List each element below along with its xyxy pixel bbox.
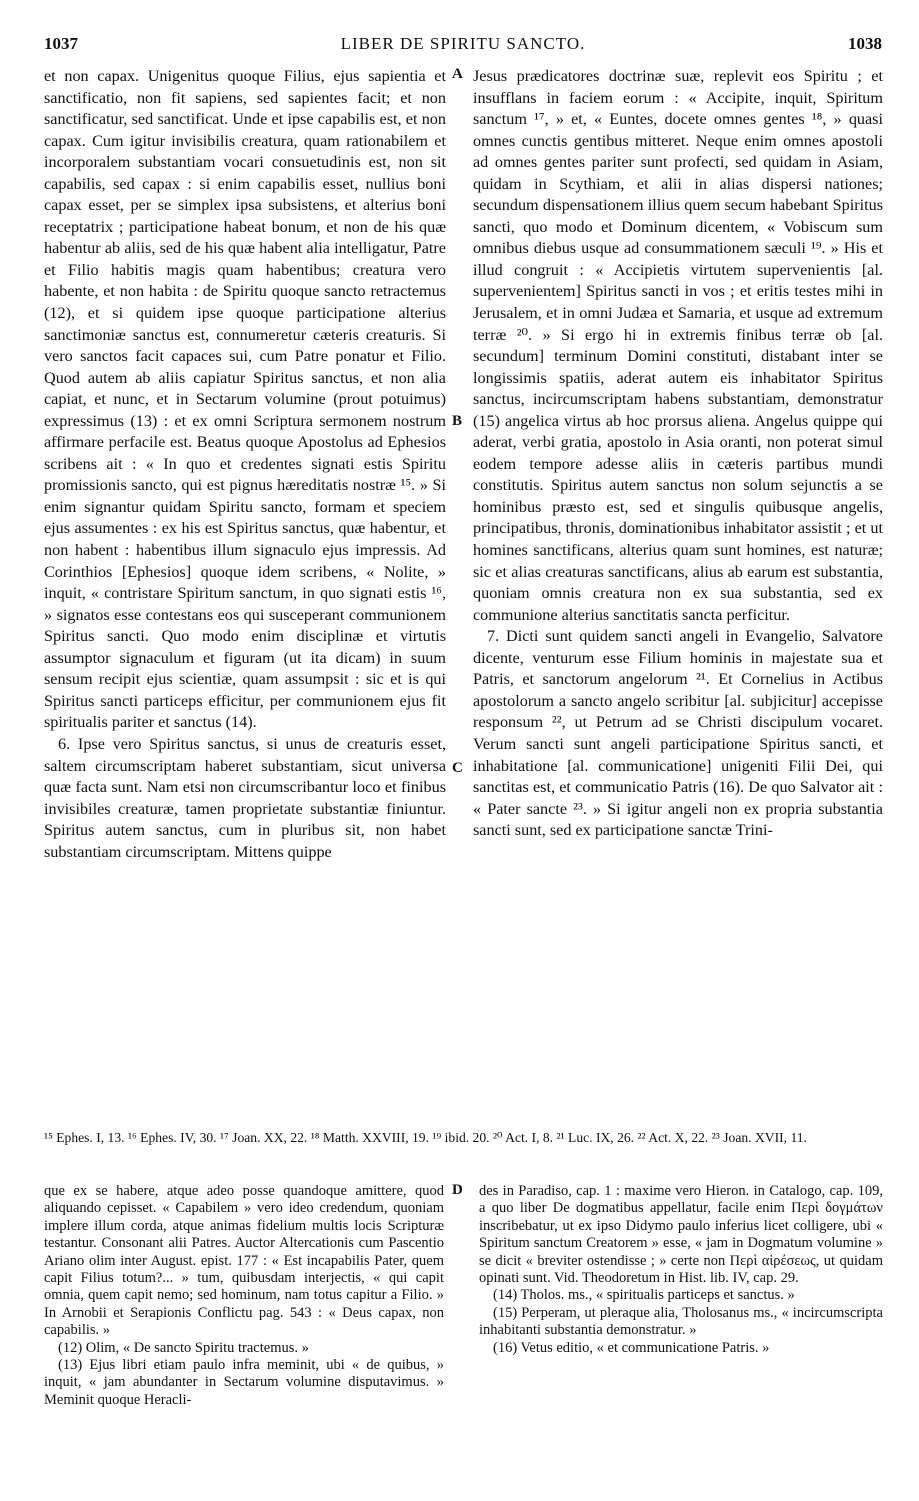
note-13: (13) Ejus libri etiam paulo infra meminit, ubi « de quibus, » inquit, « jam abundanter in Sectarum volumine disputavimus. » Meminit quoque Heracli-: [44, 1357, 444, 1408]
page-number-right: 1038: [848, 34, 882, 53]
page-number-left: 1037: [44, 34, 78, 53]
running-title: LIBER DE SPIRITU SANCTO.: [340, 34, 586, 53]
margin-mark-c: C: [452, 760, 463, 776]
right-paragraph-2: 7. Dicti sunt quidem sancti angeli in Evangelio, Salvatore dicente, venturum esse Filium hominis in majestate sua et Patris, et sanctorum angelorum ²¹. Et Cornelius in Actibus apostolorum a sancto angelo scribitur [al. subjicitur] accepisse responsum ²², ut Petrum ad se Christi discipulum vocaret. Verum sancti sunt angeli participatione Spiritus sancti, et inhabitatione [al. communicatione] unigeniti Filii Dei, qui sanctitas est, et communicatio Patris (16). De quo Salvator ait : « Pater sancte ²³. » Si igitur angeli non ex propria substantia sancti sunt, sed ex participatione sanctæ Trini-: [473, 627, 883, 840]
running-header: [44, 34, 882, 56]
note-16: (16) Vetus editio, « et communicatione Patris. »: [493, 1339, 770, 1356]
left-column: [44, 66, 446, 863]
left-paragraph-1: et non capax. Unigenitus quoque Filius, ejus sapientia et sanctificatio, non fit sapiens, sed sapientes facit; et non sanctificatur, sed sanctificat. Unde et ipse capabilis est, et non capax. Cum igitur invisibilis creatura, quam rationabilem et incorporalem substantiam vocari consuetudinis est, non sit capabilis, sed capax : si enim capabilis esset, nullius boni capax esset, per se simplex ipsa subsistens, et alterius boni receptatrix ; participatione habeat bonum, et non de his quæ habentur ab aliis, sed de his quæ habent alia intelligatur, Patre et Filio habitis magis quam habentibus; creatura vero habente, et non habita : de Spiritu quoque sancto retractemus (12), et si quidem ipse quoque participatione alterius sanctimoniæ sanctus est, connumeretur cæteris creaturis. Si vero sanctos facit capaces sui, cum Patre ponatur et Filio. Quod autem ab aliis capiatur Spiritus sanctus, et non alia capiat, et nunc, et in Sectarum volumine (prout potuimus) expressimus (13) : et ex omni Scriptura sermonem nostrum affirmare perfacile est. Beatus quoque Apostolus ad Ephesios scribens ait : « In quo et credentes signati estis Spiritu promissionis sancto, qui est pignus hæreditatis nostræ ¹⁵. » Si enim signantur quidam Spiritu sancto, formam et speciem ejus assumentes : ex his est Spiritus sanctus, quæ habentur, et non habent : habentibus illum signaculo ejus impressis. Ad Corinthios [Ephesios] quoque idem scribens, « Nolite, » inquit, « contristare Spiritum sanctum, in quo signati estis ¹⁶, » signatos esse contestans eos qui susceperant communionem Spiritus sancti. Quo modo enim disciplinæ et virtutis assumptor signaculum et figuram (ut ita dicam) in suum sensum recipit ejus scientiæ, quam assumpsit : sic et is qui Spiritus sancti particeps efficitur, per communionem ejus fit spiritualis pariter et sanctus (14).: [44, 67, 446, 732]
right-paragraph-1: Jesus prædicatores doctrinæ suæ, replevit eos Spiritu ; et insufflans in faciem eorum : « Accipite, inquit, Spiritum sanctum ¹⁷, » et, « Euntes, docete omnes gentes ¹⁸, » quasi omnes cunctis gentibus mitteret. Neque enim omnes apostoli ad omnes gentes pariter sunt profecti, sed quidam in Asiam, quidam in Scythiam, et alii in alias dispersi nationes; secundum dispensationem illius quem secum habebant Spiritus sancti, quo modo et Dominum dicentem, « Vobiscum sum omnibus diebus usque ad consummationem sæculi ¹⁹. » His et illud congruit : « Accipietis virtutem supervenientis [al. supervenientem] Spiritus sancti in vos ; et eritis testes mihi in Jerusalem, et in omni Judæa et Samaria, et usque ad extremum terræ ²⁰. » Si ergo hi in extremis finibus terræ ob [al. secundum] terminum Domini constituti, distabant inter se longissimis spatiis, aderat autem eis inhabitator Spiritus sanctus, incircumscriptam habens substantiam, demonstratur (15) angelica virtus ab hoc prorsus aliena. Angelus quippe qui aderat, verbi gratia, apostolo in Asia oranti, non poterat simul eodem tempore adesse aliis in cæteris partibus mundi constitutis. Spiritus autem sanctus non solum sejunctis a se hominibus præsto est, sed et singulis quibusque angelis, principatibus, thronis, dominationibus inhabitator assistit ; et ut homines sanctificans, alterius quam sunt homines, est naturæ; sic et alias creaturas sanctificans, alius ab earum est substantia, quoniam omnis creatura non ex sua substantia, sed ex communione alterius sanctitatis sancta perficitur.: [473, 67, 883, 624]
note-14: (14) Tholos. ms., « spiritualis particeps et sanctus. »: [493, 1287, 795, 1304]
note-left-1: que ex se habere, atque adeo posse quandoque amittere, quod aliquando cepisset. « Capabilem » vero ideo credendum, quoniam implere illum corda, atque animas fidelium multis locis Scripturæ testantur. Consonant alii Patres. Auctor Altercationis cum Pascentio Ariano olim inter August. epist. 177 : « Est incapabilis Pater, quem capit Filius totum?... » tum, quibusdam interjectis, « qui capit omnia, quem capit nemo; sed hominum, nam totus capitur a Filio. » In Arnobii et Serapionis Conflictu pag. 543 : « Deus capax, non capabilis. »: [44, 1183, 444, 1339]
margin-mark-a: A: [452, 66, 463, 82]
note-15: (15) Perperam, ut pleraque alia, Tholosanus ms., « incircumscripta inhabitanti substantia demonstratur. »: [479, 1304, 883, 1339]
note-12: (12) Olim, « De sancto Spiritu tractemus. »: [58, 1339, 309, 1356]
margin-mark-d: D: [452, 1182, 463, 1198]
footnote-references: ¹⁵ Ephes. I, 13. ¹⁶ Ephes. IV, 30. ¹⁷ Joan. XX, 22. ¹⁸ Matth. XXVIII, 19. ¹⁹ ibid. 20. ²⁰ Act. I, 8. ²¹ Luc. IX, 26. ²² Act. X, 22. ²³ Joan. XVII, 11.: [44, 1130, 807, 1145]
margin-mark-b: B: [452, 413, 463, 429]
left-paragraph-2: 6. Ipse vero Spiritus sanctus, si unus de creaturis esset, saltem circumscriptam haberet substantiam, sicut universa quæ facta sunt. Nam etsi non circumscribantur loco et finibus invisibiles creaturæ, tamen proprietate substantiæ finiuntur. Spiritus autem sanctus, cum in pluribus sit, non habet substantiam circumscriptam. Mittens quippe: [44, 734, 446, 861]
right-column: [473, 66, 883, 842]
notes-left-column: [44, 1183, 444, 1409]
notes-right-column: [479, 1183, 883, 1357]
note-right-1: des in Paradiso, cap. 1 : maxime vero Hieron. in Catalogo, cap. 109, a quo liber De dogmatibus appellatur, facile enim Περὶ δογμάτων inscribebatur, ut ex ipso Didymo paulo inferius licet colligere, ubi « Spiritum sanctum Creatorem » esse, « jam in Dogmatum volumine » se dicit « breviter ostendisse ; » certe non Περὶ αἱρέσεως, ut quidam opinati sunt. Vid. Theodoretum in Hist. lib. IV, cap. 29.: [479, 1183, 883, 1287]
